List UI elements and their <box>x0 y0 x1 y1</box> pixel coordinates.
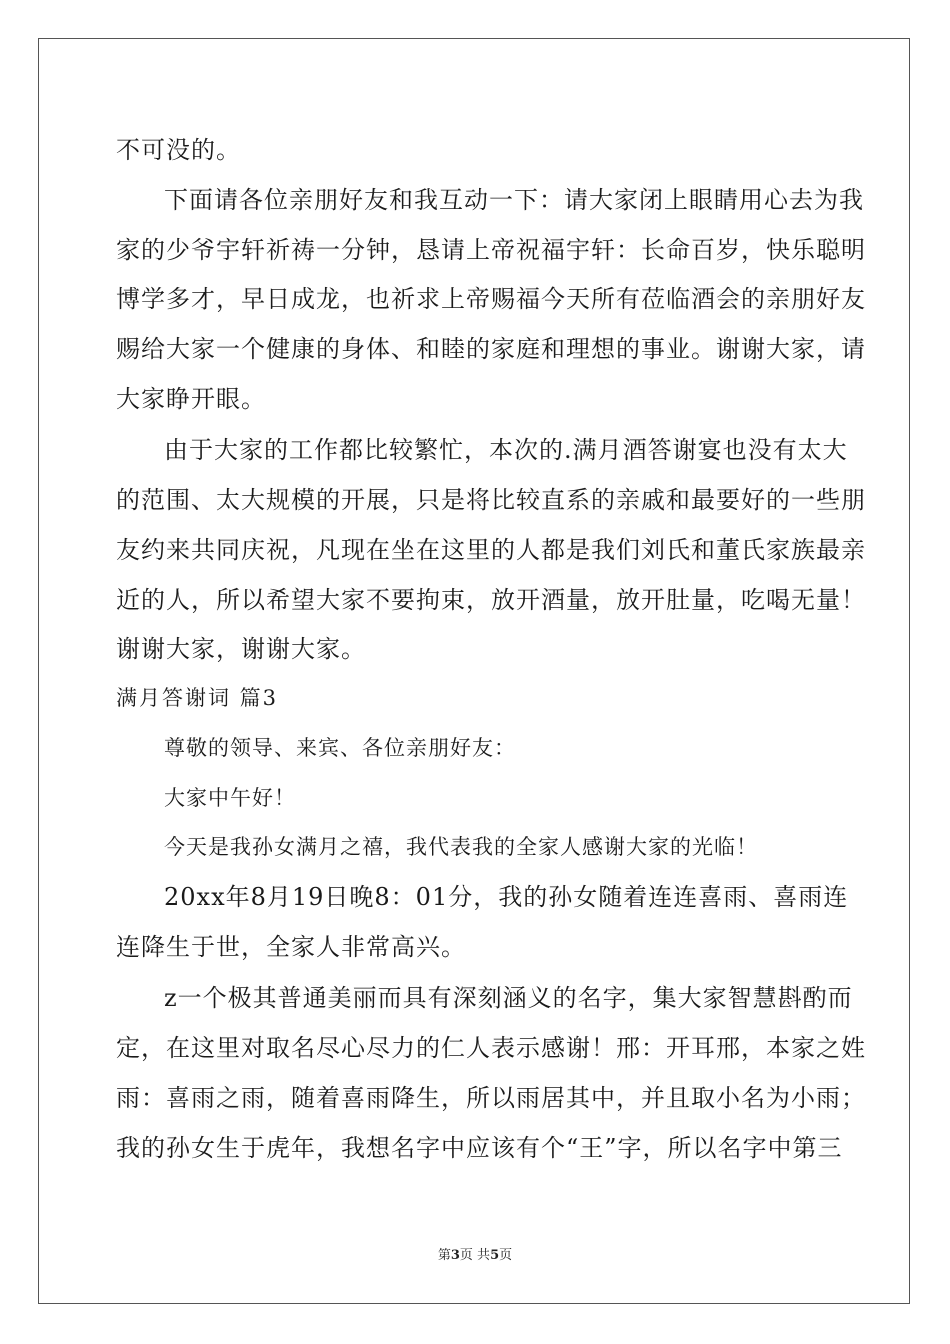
page-current: 3 <box>450 1248 460 1263</box>
text-line: z一个极其普通美丽而具有深刻涵义的名字，集大家智慧斟酌而 <box>164 984 853 1012</box>
text-line: 我的孙女生于虎年，我想名字中应该有个“王”字，所以名字中第三 <box>116 1134 843 1162</box>
page-total: 5 <box>490 1248 500 1263</box>
greeting-line: 大家中午好！ <box>164 786 296 810</box>
footer-suffix: 页 <box>499 1248 513 1263</box>
text-line: 下面请各位亲朋好友和我互动一下：请大家闭上眼睛用心去为我 <box>164 186 864 214</box>
text-line: 大家睁开眼。 <box>116 385 266 413</box>
text-line: 雨：喜雨之雨，随着喜雨降生，所以雨居其中，并且取小名为小雨； <box>116 1084 866 1112</box>
text-line: 定，在这里对取名尽心尽力的仁人表示感谢！邢：开耳邢，本家之姓 <box>116 1034 866 1062</box>
text-line: 友约来共同庆祝，凡现在坐在这里的人都是我们刘氏和董氏家族最亲 <box>116 536 866 564</box>
page-footer <box>0 1246 950 1266</box>
footer-mid: 页 共 <box>459 1248 491 1263</box>
text-line: 赐给大家一个健康的身体、和睦的家庭和理想的事业。谢谢大家，请 <box>116 335 866 363</box>
text-line: 连降生于世，全家人非常高兴。 <box>116 933 466 961</box>
text-line: 近的人，所以希望大家不要拘束，放开酒量，放开肚量，吃喝无量！ <box>116 586 866 614</box>
text-line: 不可没的。 <box>116 136 241 164</box>
text-line: 博学多才，早日成龙，也祈求上帝赐福今天所有莅临酒会的亲朋好友 <box>116 285 866 313</box>
text-line: 谢谢大家，谢谢大家。 <box>116 635 366 663</box>
text-line: 今天是我孙女满月之禧，我代表我的全家人感谢大家的光临！ <box>164 835 758 859</box>
text-line: 家的少爷宇轩祈祷一分钟，恳请上帝祝福宇轩：长命百岁，快乐聪明 <box>116 236 866 264</box>
text-line: 20xx年8月19日晚8：01分，我的孙女随着连连喜雨、喜雨连 <box>164 883 849 911</box>
text-line: 的范围、太大规模的开展，只是将比较直系的亲戚和最要好的一些朋 <box>116 486 866 514</box>
footer-prefix: 第 <box>437 1248 451 1263</box>
section-heading: 满月答谢词 篇3 <box>116 686 279 710</box>
text-line: 由于大家的工作都比较繁忙，本次的.满月酒答谢宴也没有太大 <box>164 436 848 464</box>
greeting-line: 尊敬的领导、来宾、各位亲朋好友： <box>164 736 516 760</box>
